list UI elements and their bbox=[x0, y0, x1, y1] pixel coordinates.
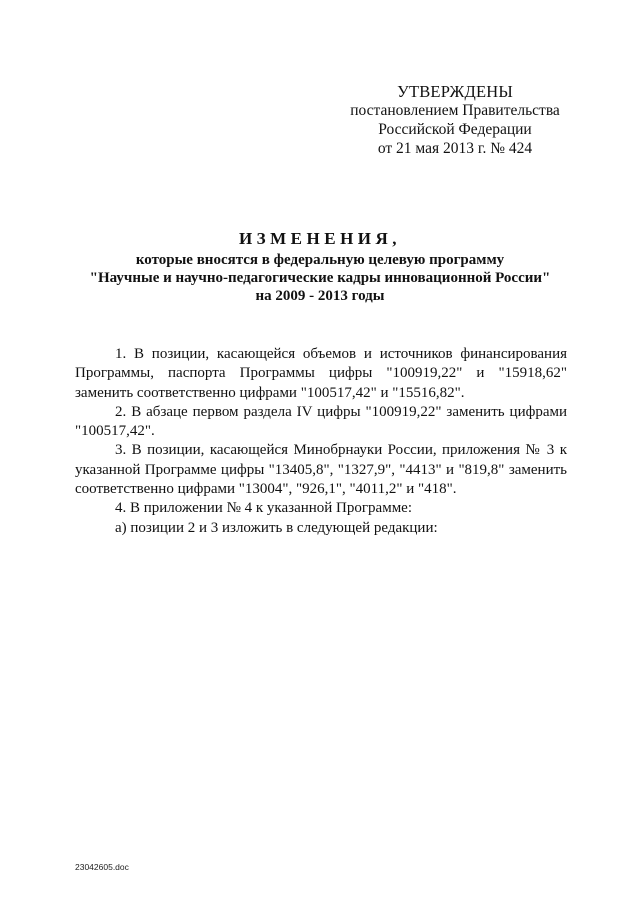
approval-line-2: Российской Федерации bbox=[378, 121, 532, 138]
title-line-1: которые вносятся в федеральную целевую программу bbox=[135, 252, 505, 268]
paragraph-3: 3. В позиции, касающейся Минобрнауки России, приложения № 3 к указанной Программе цифры "13405,8", "1327,9", "4413" и "819,8" заменить соответственно цифрами "13004", "926,1", "4011,2" и "418". bbox=[75, 442, 567, 498]
paragraph-2: 2. В абзаце первом раздела IV цифры "100919,22" заменить цифрами "100517,42". bbox=[75, 403, 567, 440]
title-heading: ИЗМЕНЕНИЯ, bbox=[238, 229, 402, 248]
title-line-3: на 2009 - 2013 годы bbox=[255, 288, 385, 304]
title-line-2: "Научные и научно-педагогические кадры инновационной России" bbox=[89, 270, 551, 286]
document-title bbox=[60, 227, 580, 305]
paragraph-4: 4. В приложении № 4 к указанной Программе: bbox=[115, 500, 413, 517]
file-code: 23042605.doc bbox=[75, 862, 129, 872]
approval-heading: УТВЕРЖДЕНЫ bbox=[397, 82, 513, 101]
approval-line-1: постановлением Правительства bbox=[350, 102, 560, 119]
paragraph-1: 1. В позиции, касающейся объемов и источников финансирования Программы, паспорта Программы цифры "100919,22" и "15918,62" заменить соответственно цифрами "100517,42" и "15516,82". bbox=[75, 346, 567, 401]
paragraph-4a: а) позиции 2 и 3 изложить в следующей редакции: bbox=[115, 519, 438, 536]
document-body bbox=[75, 345, 567, 538]
approval-line-3: от 21 мая 2013 г. № 424 bbox=[377, 140, 533, 157]
approval-block bbox=[340, 82, 570, 158]
